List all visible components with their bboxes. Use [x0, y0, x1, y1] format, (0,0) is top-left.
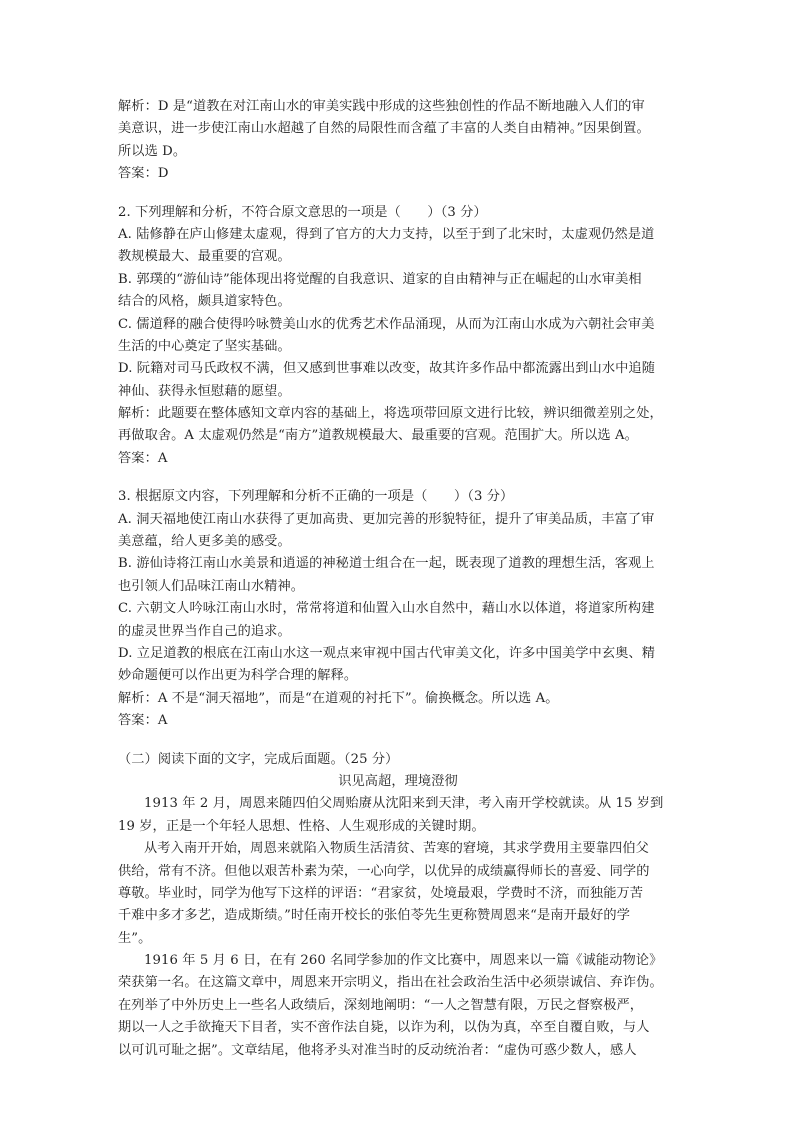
paragraph-line: 供给，常有不济。但他以艰苦朴素为荣，一心向学，以优异的成绩赢得师长的喜爱、同学的 [118, 863, 650, 879]
text-line: 美意识，进一步使江南山水超越了自然的局限性而含蕴了丰富的人类自由精神。”因果倒置。 [118, 121, 650, 137]
question-stem: 3. 根据原文内容，下列理解和分析不正确的一项是（ ）（3 分） [118, 489, 514, 505]
option-b: B. 游仙诗将江南山水美景和逍遥的神秘道士组合在一起，既表现了道教的理想生活，客观上 [118, 556, 655, 572]
question-stem: 2. 下列理解和分析，不符合原文意思的一项是（ ）（3 分） [118, 204, 487, 220]
analysis-line: 再做取舍。A 太虚观仍然是“南方”道教规模最大、最重要的宫观。范围扩大。所以选 A。 [118, 428, 638, 444]
option-c-cont: 的虚灵世界当作自己的追求。 [118, 623, 291, 639]
paragraph-line: 荣获第一名。在这篇文章中，周恩来开宗明义，指出在社会政治生活中必须崇诚信、弃诈伪。 [118, 975, 663, 991]
option-b: B. 郭璞的“游仙诗”能体现出将觉醒的自我意识、道家的自由精神与正在崛起的山水审美相 [118, 271, 642, 287]
option-c: C. 儒道释的融合使得吟咏赞美山水的优秀艺术作品涌现，从而为江南山水成为六朝社会审美 [118, 316, 655, 332]
option-a-cont: 美意蕴，给人更多美的感受。 [118, 534, 291, 550]
option-a: A. 陆修静在庐山修建太虚观，得到了官方的大力支持，以至于到了北宋时，太虚观仍然是道 [118, 226, 655, 242]
answer-line: 答案：A [118, 713, 168, 729]
section-heading: （二）阅读下面的文字，完成后面题。（25 分） [118, 751, 399, 767]
option-d-cont: 妙命题便可以作出更为科学合理的解释。 [118, 668, 358, 684]
paragraph-line: 19 岁，正是一个年轻人思想、性格、人生观形成的关键时期。 [118, 818, 485, 834]
analysis-line: 解析：A 不是“洞天福地”，而是“在道观的衬托下”。偷换概念。所以选 A。 [118, 690, 559, 706]
option-b-cont: 也引领人们品味江南山水精神。 [118, 578, 305, 594]
paragraph-line: 1916 年 5 月 6 日，在有 260 名同学参加的作文比赛中，周恩来以一篇《诚能动物论》 [144, 953, 663, 969]
paragraph-1 [118, 793, 678, 838]
option-d: D. 立足道教的根底在江南山水这一观点来审视中国古代审美文化，许多中国美学中玄奥、精 [118, 645, 655, 661]
text-line: 解析：D 是“道教在对江南山水的审美实践中形成的这些独创性的作品不断地融入人们的审 [118, 99, 645, 114]
reading-section-2 [118, 749, 678, 1062]
analysis-block-q1 [118, 96, 678, 186]
paragraph-line: 期以一人之手欲掩天下目者，实不啻作法自毙，以诈为利，以伪为真，卒至自覆自败，与人 [118, 1020, 650, 1036]
document-page [118, 96, 678, 1062]
paragraph-line: 生”。 [118, 930, 152, 946]
paragraph-line: 在列举了中外历史上一些名人政绩后，深刻地阐明：“一人之智慧有限，万民之督察极严， [118, 997, 644, 1013]
paragraph-line: 从考入南开开始，周恩来就陷入物质生活清贫、苦寒的窘境，其求学费用主要靠四伯父 [144, 841, 649, 857]
paragraph-line: 以可讥可耻之据”。文章结尾，他将矛头对准当时的反动统治者：“虚伪可惑少数人，感人 [118, 1042, 637, 1058]
article-title: 识见高超，理境澄彻 [338, 773, 458, 789]
option-d-cont: 神仙、获得永恒慰藉的愿望。 [118, 383, 291, 399]
option-c: C. 六朝文人吟咏江南山水时，常常将道和仙置入山水自然中，藉山水以体道，将道家所构建 [118, 601, 655, 617]
paragraph-line: 1913 年 2 月，周恩来随四伯父周贻赓从沈阳来到天津，考入南开学校就读。从 15 岁到 [144, 796, 664, 812]
text-line: 所以选 D。 [118, 143, 187, 159]
option-a: A. 洞天福地使江南山水获得了更加高贵、更加完善的形貌特征，提升了审美品质，丰富了审 [118, 511, 655, 527]
paragraph-2 [118, 838, 678, 950]
option-c-cont: 生活的中心奠定了坚实基础。 [118, 338, 291, 354]
option-b-cont: 结合的风格，颇具道家特色。 [118, 294, 291, 310]
analysis-line: 解析：此题要在整体感知文章内容的基础上，将选项带回原文进行比较，辨识细微差别之处， [118, 406, 663, 422]
paragraph-line: 千难中多才多艺，造成斯绩。”时任南开校长的张伯苓先生更称赞周恩来“是南开最好的学 [118, 908, 631, 924]
answer-line: 答案：A [118, 450, 168, 466]
answer-line: 答案：D [118, 166, 169, 182]
question-3 [118, 486, 678, 732]
paragraph-3 [118, 950, 678, 1062]
question-2 [118, 202, 678, 471]
paragraph-line: 尊敬。毕业时，同学为他写下这样的评语：“君家贫，处境最艰，学费时不济，而独能万苦 [118, 885, 644, 901]
option-a-cont: 教规模最大、最重要的宫观。 [118, 249, 291, 265]
option-d: D. 阮籍对司马氏政权不满，但又感到世事难以改变，故其许多作品中都流露出到山水中追随 [118, 361, 655, 377]
